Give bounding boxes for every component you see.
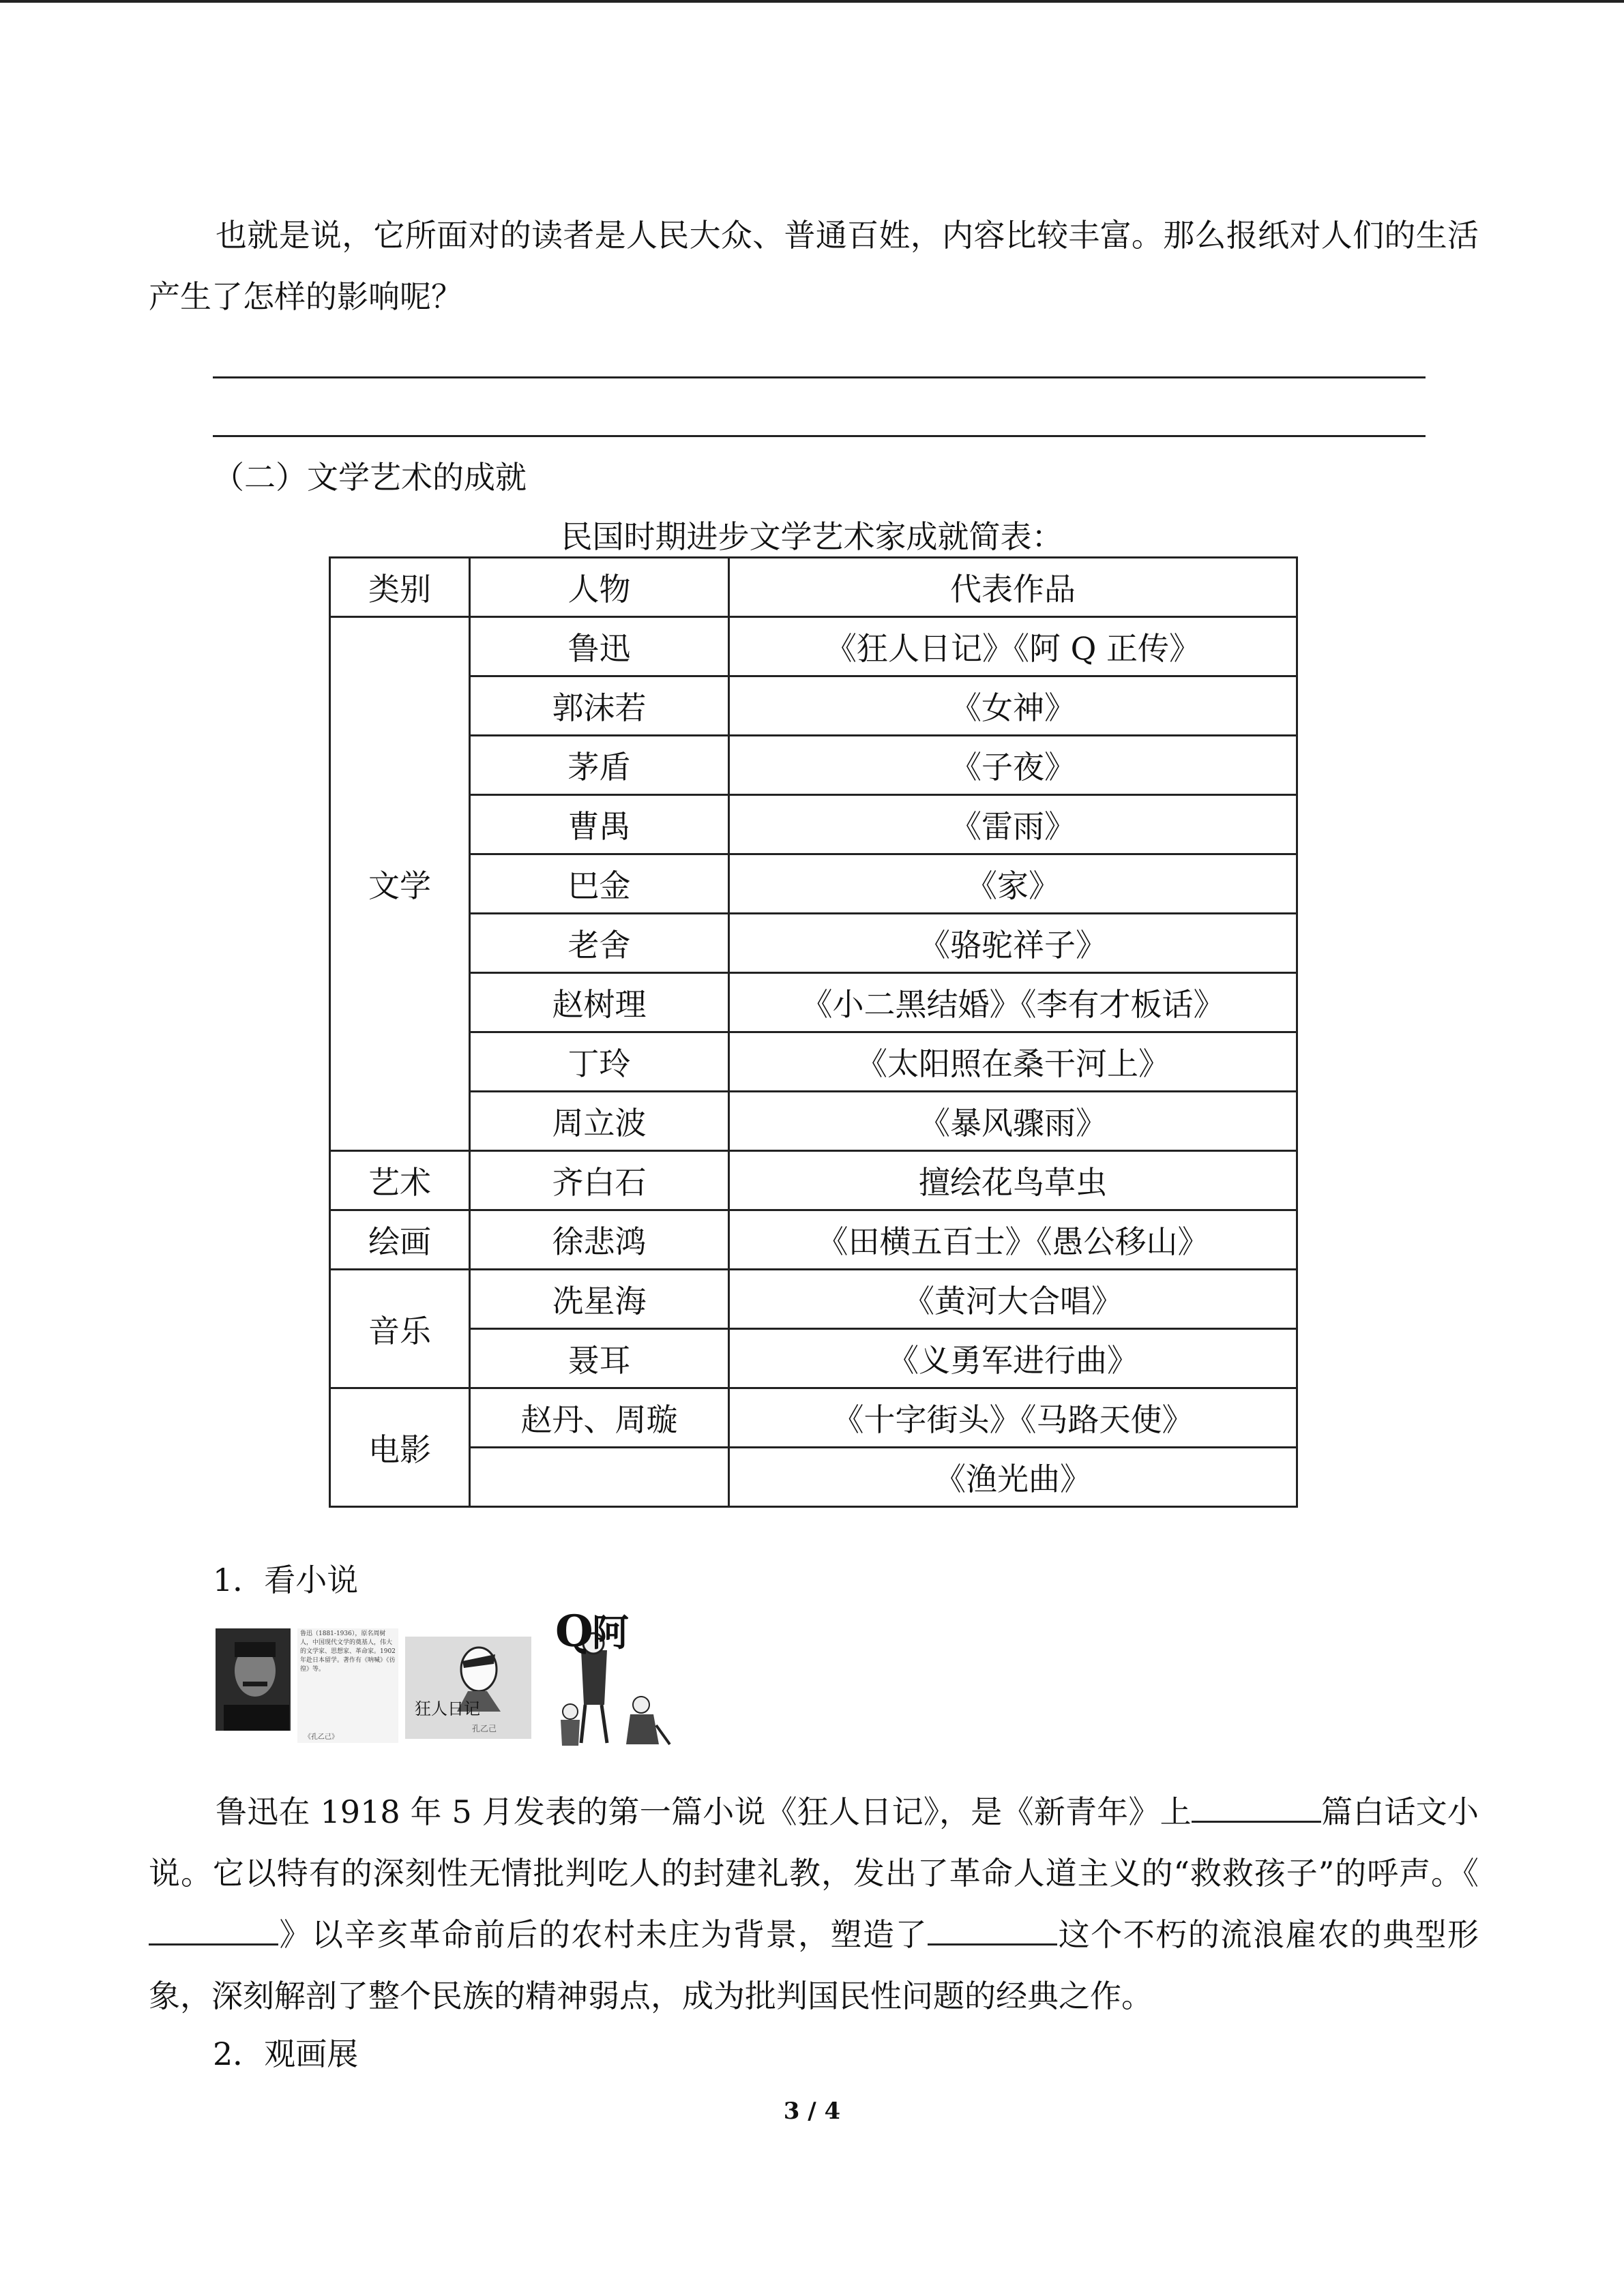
table-row bbox=[330, 1329, 1297, 1388]
blank-1[interactable] bbox=[1192, 1787, 1321, 1823]
book-title: 狂人日记 bbox=[415, 1699, 480, 1718]
category-cell: 艺术 bbox=[330, 1151, 470, 1210]
book-sketch bbox=[405, 1637, 531, 1739]
person-cell bbox=[470, 1448, 729, 1507]
table-row bbox=[330, 1270, 1297, 1329]
ah-q-comic-image bbox=[554, 1606, 677, 1753]
category-cell: 绘画 bbox=[330, 1210, 470, 1270]
works-cell: 《田横五百士》《愚公移山》 bbox=[729, 1210, 1297, 1270]
person-cell: 丁玲 bbox=[470, 1032, 729, 1092]
table-row bbox=[330, 795, 1297, 854]
table-row bbox=[330, 736, 1297, 795]
works-cell: 擅绘花鸟草虫 bbox=[729, 1151, 1297, 1210]
person-cell: 周立波 bbox=[470, 1092, 729, 1151]
table-row bbox=[330, 617, 1297, 676]
book-cover-image bbox=[405, 1637, 531, 1739]
paragraph-text: 这个不朽的流浪雇农的典型形象，深刻解剖了整个民族的精神弱点，成为批判国民性问题的经典之作。 bbox=[149, 1916, 1479, 2014]
table-row bbox=[330, 1210, 1297, 1270]
table-row bbox=[330, 1032, 1297, 1092]
person-cell: 徐悲鸿 bbox=[470, 1210, 729, 1270]
works-cell: 《太阳照在桑干河上》 bbox=[729, 1032, 1297, 1092]
category-cell: 音乐 bbox=[330, 1270, 470, 1388]
comic-letter: Q bbox=[555, 1606, 593, 1657]
bio-card-caption: 《孔乙己》 bbox=[304, 1733, 338, 1741]
table-row bbox=[330, 973, 1297, 1032]
table-row bbox=[330, 914, 1297, 973]
book-caption: 孔乙己 bbox=[472, 1724, 497, 1733]
luxun-paragraph bbox=[149, 1781, 1479, 2027]
intro-paragraph: 也就是说，它所面对的读者是人民大众、普通百姓，内容比较丰富。那么报纸对人们的生活产生了怎样的影响呢？ bbox=[149, 217, 1479, 315]
table-header-row bbox=[330, 558, 1297, 617]
works-cell: 《小二黑结婚》《李有才板话》 bbox=[729, 973, 1297, 1032]
answer-line-1[interactable] bbox=[213, 376, 1426, 378]
item2-heading: 2．观画展 bbox=[213, 2036, 359, 2072]
person-cell: 赵丹、周璇 bbox=[470, 1388, 729, 1448]
table-row bbox=[330, 854, 1297, 914]
achievement-table bbox=[329, 556, 1298, 1508]
works-cell: 《骆驼祥子》 bbox=[729, 914, 1297, 973]
table-caption: 民国时期进步文学艺术家成就简表： bbox=[561, 518, 1063, 555]
table-row bbox=[330, 1388, 1297, 1448]
paragraph-text: 篇白话文小说。它以特有的深刻性无情批判吃人的封建礼教，发出了革命人道主义的“救救孩子”的呼声。《 bbox=[149, 1793, 1479, 1892]
paragraph-text: 》以辛亥革命前后的农村未庄为背景，塑造了 bbox=[278, 1916, 928, 1953]
blank-3[interactable] bbox=[928, 1909, 1057, 1945]
category-cell: 文学 bbox=[330, 617, 470, 1151]
works-cell: 《十字街头》《马路天使》 bbox=[729, 1388, 1297, 1448]
comic-title: 阿 bbox=[592, 1611, 629, 1654]
works-cell: 《黄河大合唱》 bbox=[729, 1270, 1297, 1329]
works-cell: 《雷雨》 bbox=[729, 795, 1297, 854]
person-cell: 赵树理 bbox=[470, 973, 729, 1032]
table-row bbox=[330, 1092, 1297, 1151]
person-cell: 齐白石 bbox=[470, 1151, 729, 1210]
item1-heading: 1．看小说 bbox=[213, 1562, 359, 1598]
portrait-card-image bbox=[216, 1628, 400, 1744]
person-cell: 曹禺 bbox=[470, 795, 729, 854]
person-cell: 聂耳 bbox=[470, 1329, 729, 1388]
works-cell: 《女神》 bbox=[729, 676, 1297, 736]
table-row bbox=[330, 1151, 1297, 1210]
bio-card-text: 鲁迅（1881-1936），原名周树人，中国现代文学的奠基人，伟大的文学家、思想家、革命家。1902年赴日本留学。著作有《呐喊》《彷徨》等。 bbox=[300, 1630, 396, 1673]
novel-images bbox=[216, 1606, 679, 1753]
table-row bbox=[330, 676, 1297, 736]
answer-line-2[interactable] bbox=[213, 435, 1426, 437]
works-cell: 《狂人日记》《阿 Q 正传》 bbox=[729, 617, 1297, 676]
paragraph-text: 鲁迅在 1918 年 5 月发表的第一篇小说《狂人日记》，是《新青年》上 bbox=[216, 1793, 1192, 1830]
top-border bbox=[0, 0, 1624, 3]
person-cell: 老舍 bbox=[470, 914, 729, 973]
blank-2[interactable] bbox=[149, 1909, 278, 1945]
works-cell: 《家》 bbox=[729, 854, 1297, 914]
table-row bbox=[330, 1448, 1297, 1507]
category-cell: 电影 bbox=[330, 1388, 470, 1507]
person-cell: 冼星海 bbox=[470, 1270, 729, 1329]
header-category: 类别 bbox=[330, 558, 470, 617]
works-cell: 《义勇军进行曲》 bbox=[729, 1329, 1297, 1388]
person-cell: 郭沫若 bbox=[470, 676, 729, 736]
person-cell: 茅盾 bbox=[470, 736, 729, 795]
section-heading: （二）文学艺术的成就 bbox=[213, 459, 527, 496]
person-cell: 鲁迅 bbox=[470, 617, 729, 676]
person-cell: 巴金 bbox=[470, 854, 729, 914]
header-works: 代表作品 bbox=[729, 558, 1297, 617]
works-cell: 《暴风骤雨》 bbox=[729, 1092, 1297, 1151]
works-cell: 《子夜》 bbox=[729, 736, 1297, 795]
header-person: 人物 bbox=[470, 558, 729, 617]
works-cell: 《渔光曲》 bbox=[729, 1448, 1297, 1507]
page-number: 3 / 4 bbox=[783, 2098, 841, 2125]
